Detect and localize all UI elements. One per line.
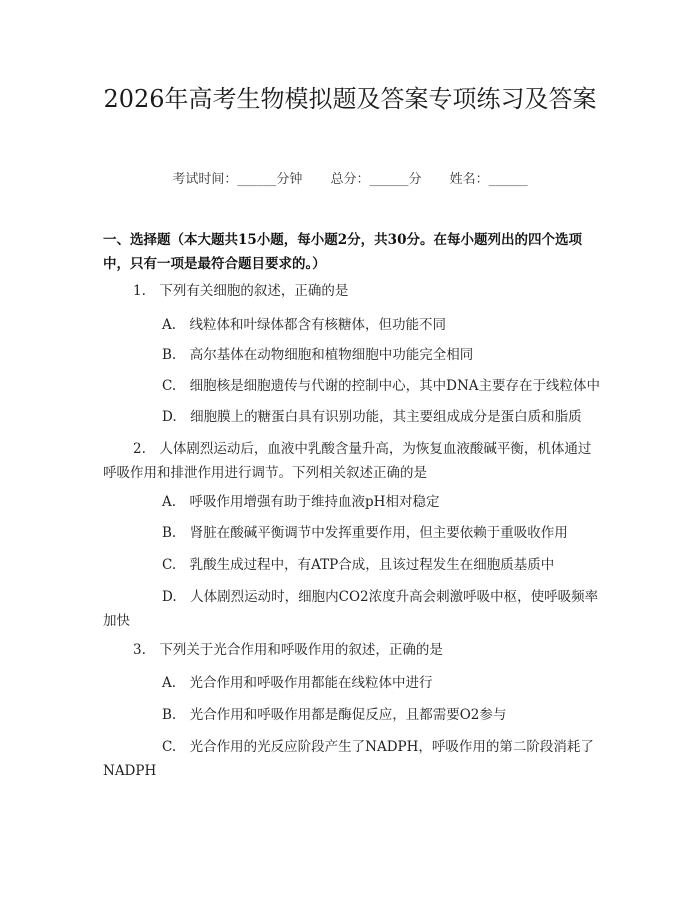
question-3-stem: 3. 下列关于光合作用和呼吸作用的叙述，正确的是 bbox=[133, 642, 443, 658]
question-2-option-b: B. 肾脏在酸碱平衡调节中发挥重要作用，但主要依赖于重吸收作用 bbox=[162, 525, 568, 541]
question-3-option-a: A. 光合作用和呼吸作用都能在线粒体中进行 bbox=[162, 675, 433, 691]
question-2-option-d: D. 人体剧烈运动时，细胞内CO2浓度升高会刺激呼吸中枢，使呼吸频率加快 bbox=[103, 589, 599, 629]
name-field: 姓名：______ bbox=[449, 172, 528, 187]
exam-meta bbox=[0, 168, 700, 187]
section-heading: 一、选择题（本大题共15小题，每小题2分，共30分。在每小题列出的四个选项中，只有一项是最符合题目要求的。） bbox=[103, 232, 582, 272]
question-2-option-a: A. 呼吸作用增强有助于维持血液pH相对稳定 bbox=[162, 494, 440, 510]
question-3-option-c: C. 光合作用的光反应阶段产生了NADPH，呼吸作用的第二阶段消耗了NADPH bbox=[103, 739, 594, 779]
question-3-option-b: B. 光合作用和呼吸作用都是酶促反应，且都需要O2参与 bbox=[162, 707, 507, 723]
total-score-field: 总分：______分 bbox=[330, 172, 422, 187]
question-1-option-c: C. 细胞核是细胞遗传与代谢的控制中心，其中DNA主要存在于线粒体中 bbox=[162, 378, 601, 394]
question-2-option-c: C. 乳酸生成过程中，有ATP合成，且该过程发生在细胞质基质中 bbox=[162, 557, 555, 573]
exam-time-field: 考试时间：______分钟 bbox=[172, 172, 303, 187]
page-title: 2026年高考生物模拟题及答案专项练习及答案 bbox=[103, 85, 597, 113]
question-1-option-d: D. 细胞膜上的糖蛋白具有识别功能，其主要组成成分是蛋白质和脂质 bbox=[162, 409, 582, 425]
question-1-option-b: B. 高尔基体在动物细胞和植物细胞中功能完全相同 bbox=[162, 347, 474, 363]
question-1-option-a: A. 线粒体和叶绿体都含有核糖体，但功能不同 bbox=[162, 317, 447, 333]
question-2-stem: 2. 人体剧烈运动后，血液中乳酸含量升高，为恢复血液酸碱平衡，机体通过呼吸作用和排泄作用进行调节。下列相关叙述正确的是 bbox=[103, 441, 592, 481]
question-1-stem: 1. 下列有关细胞的叙述，正确的是 bbox=[133, 283, 349, 299]
